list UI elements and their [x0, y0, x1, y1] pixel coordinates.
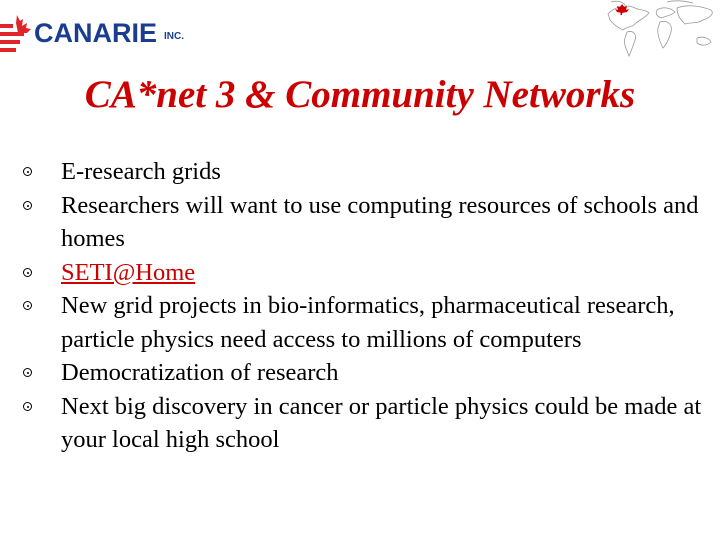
bullet-item — [22, 390, 712, 457]
logo-suffix: INC. — [164, 30, 185, 42]
bullet-list — [22, 155, 712, 457]
bullet-text: Democratization of research — [61, 359, 339, 386]
bullet-item — [22, 356, 712, 390]
maple-leaf-logo-icon — [0, 11, 34, 55]
slide-title: CA*net 3 & Community Networks — [84, 73, 636, 116]
bullet-icon — [23, 201, 32, 210]
bullet-text: Next big discovery in cancer or particle physics could be made at your local high school — [61, 392, 702, 453]
bullet-icon — [23, 301, 32, 310]
logo-wordmark: CANARIE — [34, 17, 158, 48]
bullet-icon — [23, 268, 32, 277]
bullet-item — [22, 189, 712, 256]
bullet-icon — [23, 368, 32, 377]
canarie-logo — [0, 8, 184, 58]
bullet-item — [22, 256, 712, 290]
bullet-item — [22, 289, 712, 356]
bullet-text: New grid projects in bio-informatics, pharmaceutical research, particle physics need access to millions of computers — [61, 292, 675, 353]
bullet-text: E-research grids — [61, 158, 221, 185]
seti-at-home-link[interactable]: SETI@Home — [61, 258, 196, 286]
bullet-text: Researchers will want to use computing resources of schools and homes — [61, 191, 699, 252]
bullet-item — [22, 155, 712, 189]
world-map-icon — [605, 0, 720, 60]
bullet-icon — [23, 167, 32, 176]
bullet-icon — [23, 402, 32, 411]
